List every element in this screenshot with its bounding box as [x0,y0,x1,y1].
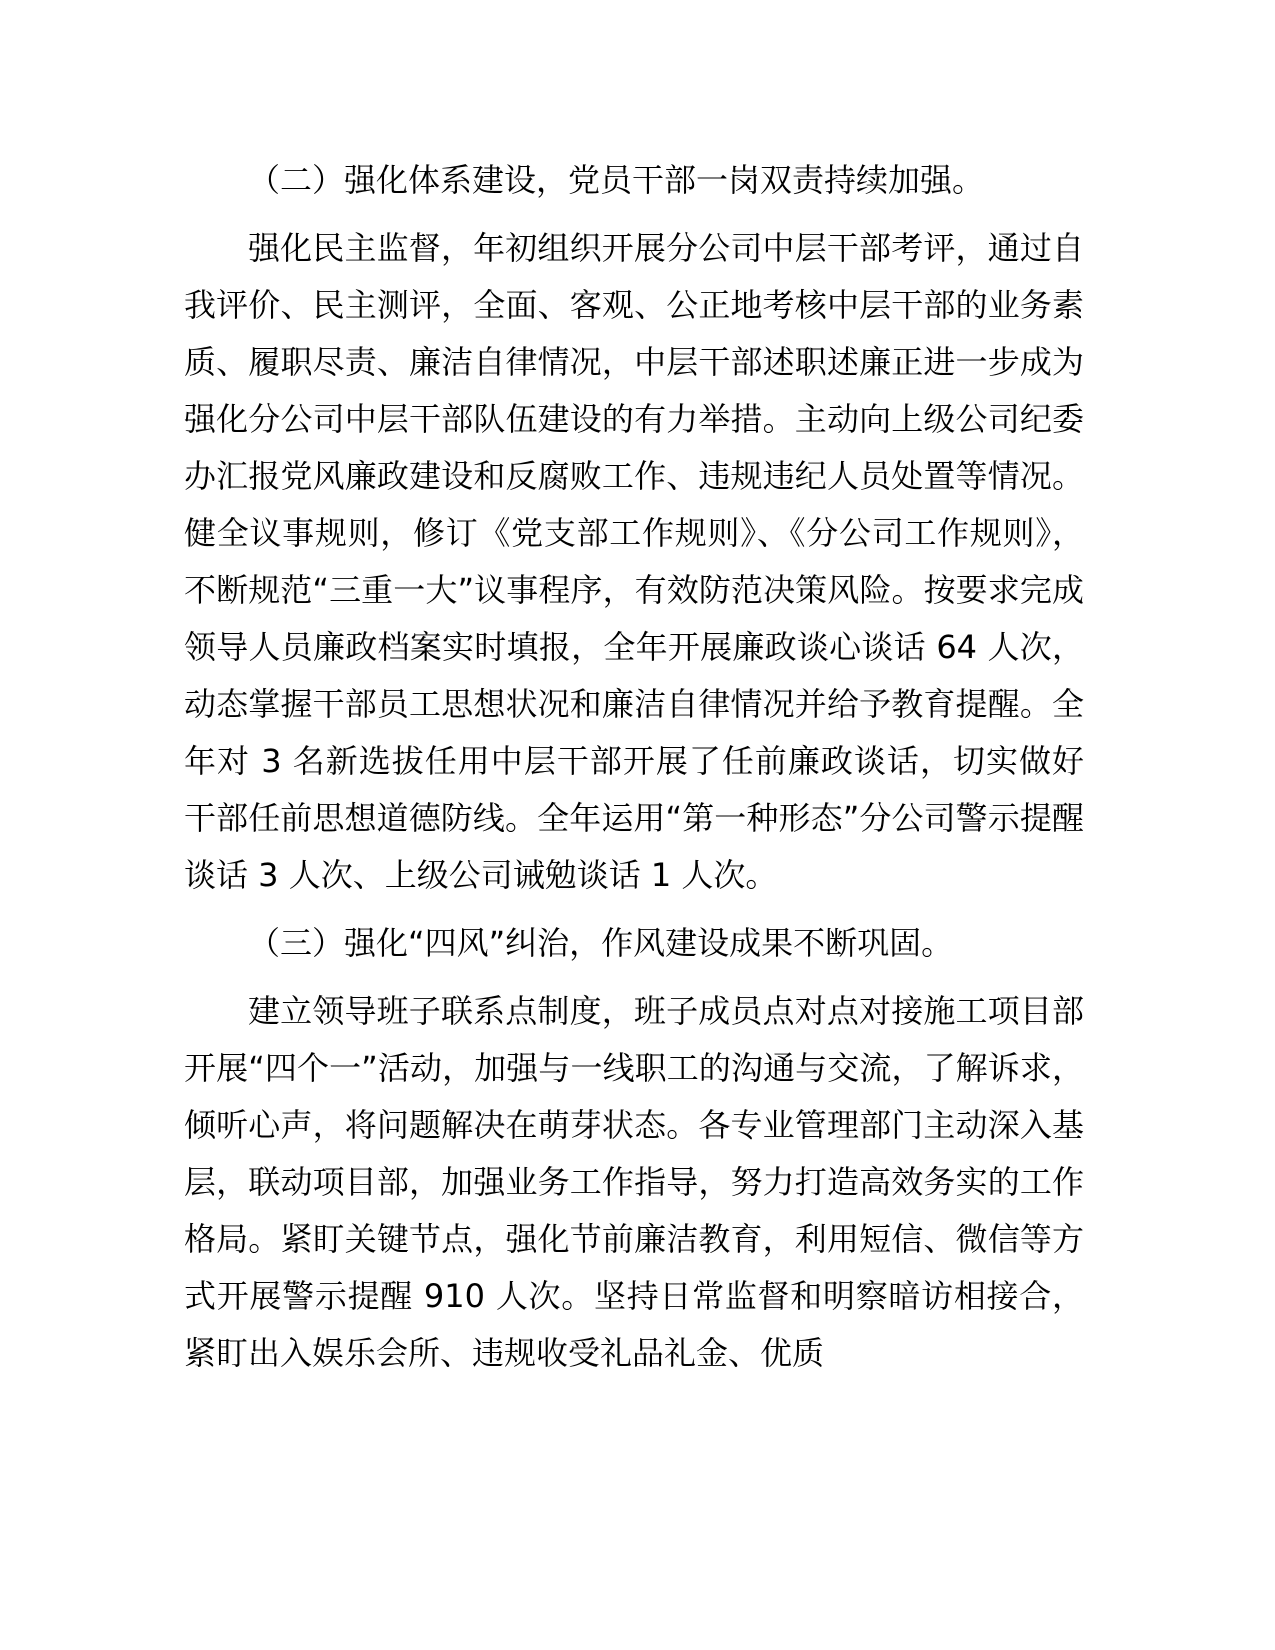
document-body [184,152,1084,1393]
section-heading-2: （二）强化体系建设，党员干部一岗双责持续加强。 [248,161,985,199]
section-heading-3: （三）强化“四风”纠治，作风建设成果不断巩固。 [248,924,954,962]
section-paragraph-3: 建立领导班子联系点制度，班子成员点对点对接施工项目部开展“四个一”活动，加强与一线职工的沟通与交流，了解诉求，倾听心声，将问题解决在萌芽状态。各专业管理部门主动深入基层，联动项目部，加强业务工作指导，努力打造高效务实的工作格局。紧盯关键节点，强化节前廉洁教育，利用短信、微信等方式开展警示提醒 910 人次。坚持日常监督和明察暗访相接合，紧盯出入娱乐会所、违规收受礼品礼金、优质 [184,992,1084,1372]
section-paragraph-2: 强化民主监督，年初组织开展分公司中层干部考评，通过自我评价、民主测评，全面、客观、公正地考核中层干部的业务素质、履职尽责、廉洁自律情况，中层干部述职述廉正进一步成为强化分公司中层干部队伍建设的有力举措。主动向上级公司纪委办汇报党风廉政建设和反腐败工作、违规违纪人员处置等情况。健全议事规则，修订《党支部工作规则》、《分公司工作规则》，不断规范“三重一大”议事程序，有效防范决策风险。按要求完成领导人员廉政档案实时填报，全年开展廉政谈心谈话 64 人次，动态掌握干部员工思想状况和廉洁自律情况并给予教育提醒。全年对 3 名新选拔任用中层干部开展了任前廉政谈话，切实做好干部任前思想道德防线。全年运用“第一种形态”分公司警示提醒谈话 3 人次、上级公司诫勉谈话 1 人次。 [184,229,1084,894]
